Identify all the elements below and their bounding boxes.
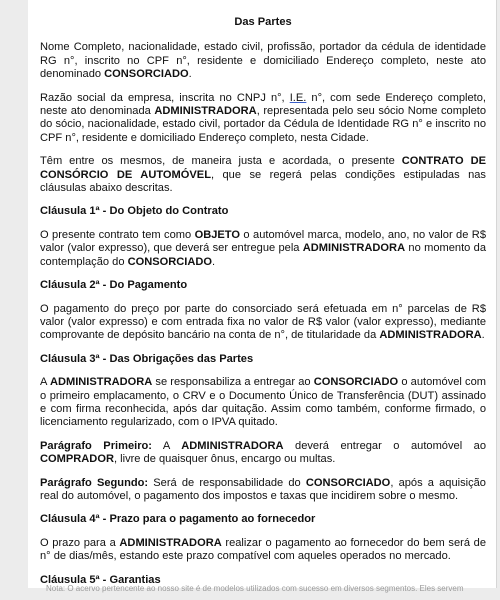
clause-4-heading: Cláusula 4ª - Prazo para o pagamento ao fornecedor — [40, 513, 316, 526]
clause-4-text: O prazo para a ADMINISTRADORA realizar o pagamento ao fornecedor do bem será de n° de dias/mês, estando este prazo compatível com aqueles operados no mercado. — [40, 536, 486, 563]
ie-abbreviation: I.E. — [289, 91, 307, 104]
document-body — [40, 16, 486, 597]
document-page — [28, 0, 497, 593]
clause-3-paragraph-1: Parágrafo Primeiro: A ADMINISTRADORA deverá entregar o automóvel ao COMPRADOR, livre de quaisquer ônus, encargo ou multas. — [40, 439, 487, 466]
clause-1-text: O presente contrato tem como OBJETO o automóvel marca, modelo, ano, no valor de R$ valor (valor expresso), que deverá ser entregue pela ADMINISTRADORA no momento da contemplação do CONSORCIADO. — [40, 228, 486, 268]
page-title: Das Partes — [234, 16, 292, 28]
clause-3-text: A ADMINISTRADORA se responsabiliza a entregar ao CONSORCIADO o automóvel com o primeiro emplacamento, o CRV e o Documento Único de Transferência (DUT) assinado e com firma reconhecida, após dar quitação. Assim como também, conforme firmado, o licenciamento regularizado, com o IPVA quitado. — [40, 376, 486, 429]
paragraph-agreement: Têm entre os mesmos, de maneira justa e acordada, o presente CONTRATO DE CONSÓRCIO DE AUTOMÓVEL, que se regerá pelas condições estipuladas nas cláusulas abaixo descritas. — [40, 155, 486, 195]
clause-3-paragraph-2: Parágrafo Segundo: Será de responsabilidade do CONSORCIADO, após a aquisição real do automóvel, o pagamento dos impostos e taxas que incidirem sobre o mesmo. — [40, 476, 486, 502]
clause-2-heading: Cláusula 2ª - Do Pagamento — [40, 279, 188, 292]
clause-1-heading: Cláusula 1ª - Do Objeto do Contrato — [40, 205, 229, 218]
paragraph-consorciado: Nome Completo, nacionalidade, estado civil, profissão, portador da cédula de identidade RG n°, inscrito no CPF n°, residente e domiciliado Endereço completo, neste ato denominado CONSORCIADO. — [40, 41, 486, 81]
clause-5-heading: Cláusula 5ª - Garantias — [40, 573, 161, 586]
footnote: Nota: O acervo pertencente ao nosso site é de modelos utilizados com sucesso em diversos segmentos. Eles servem — [46, 584, 464, 593]
paragraph-administradora: Razão social da empresa, inscrita no CNPJ n°, I.E. n°, com sede Endereço completo, neste ato denominada ADMINISTRADORA, representada pelo seu sócio Nome completo do sócio, nacionalidade, estado civil, portador da Cédula de Identidade RG n° e inscrito no CPF n°, residente e domiciliado Endereço completo, nesta Cidade. — [40, 91, 486, 144]
clause-3-heading: Cláusula 3ª - Das Obrigações das Partes — [40, 352, 254, 365]
clause-2-text: O pagamento do preço por parte do consorciado será efetuada em n° parcelas de R$ valor (valor expresso) e com entrada fixa no valor de R$ valor (valor expresso), mediante comprovante de depósito bancário na conta de n°, de titularidade da ADMINISTRADORA. — [40, 302, 486, 342]
